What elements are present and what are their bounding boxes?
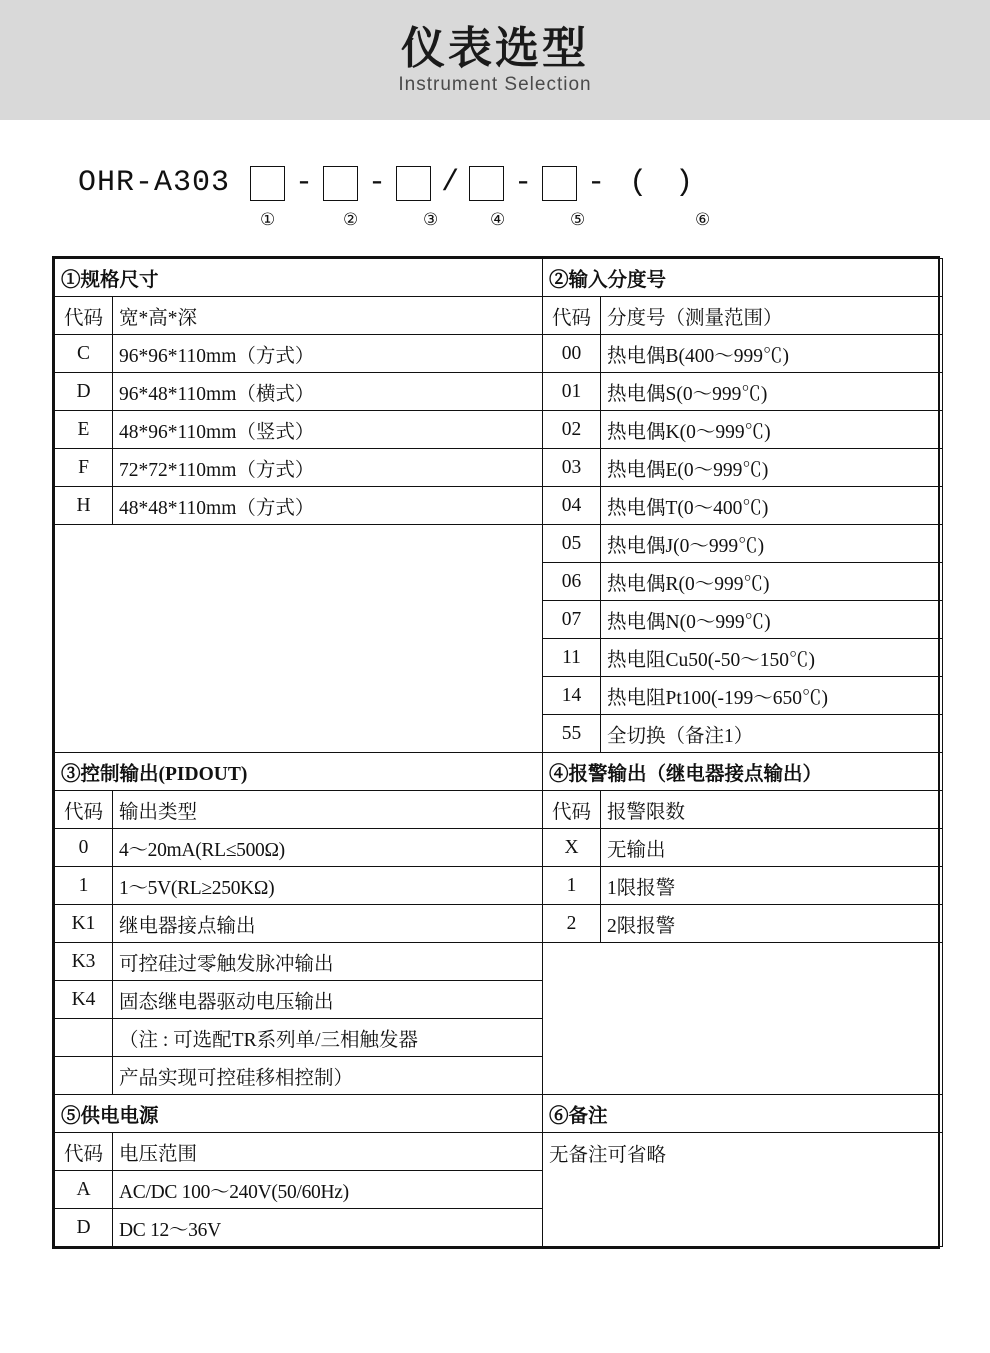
section-3-row-desc: 4～20mA(RL≤500Ω)	[113, 829, 543, 867]
section-2-row-desc: 热电偶B(400～999℃)	[601, 335, 943, 373]
section-3-row-code: 1	[55, 867, 113, 905]
section-2-col-code: 代码	[543, 297, 601, 335]
section-3-row-desc: 1～5V(RL≥250KΩ)	[113, 867, 543, 905]
section-3-row-desc: （注 : 可选配TR系列单/三相触发器	[113, 1019, 543, 1057]
section-1-row-desc: 48*48*110mm（方式）	[113, 487, 543, 525]
section-3-col-desc: 输出类型	[113, 791, 543, 829]
section-4-filler	[543, 943, 943, 1095]
section-1-row-desc: 72*72*110mm（方式）	[113, 449, 543, 487]
section-1-row-code: H	[55, 487, 113, 525]
section-2-row-code: 00	[543, 335, 601, 373]
section-5-row-desc: DC 12～36V	[113, 1209, 543, 1247]
section-2-row-code: 02	[543, 411, 601, 449]
section-2-row-desc: 热电偶N(0～999℃)	[601, 601, 943, 639]
section-2-row-desc: 热电偶T(0～400℃)	[601, 487, 943, 525]
table-row	[55, 297, 943, 335]
table-row	[55, 1095, 943, 1133]
code-box-2[interactable]	[323, 166, 358, 201]
table-row	[55, 487, 943, 525]
section-5-row-code: D	[55, 1209, 113, 1247]
section-1-heading: ①规格尺寸	[55, 259, 543, 297]
section-3-row-code: K1	[55, 905, 113, 943]
page-banner	[0, 0, 990, 120]
section-5-row-desc: AC/DC 100～240V(50/60Hz)	[113, 1171, 543, 1209]
section-5-col-desc: 电压范围	[113, 1133, 543, 1171]
separator-4: -	[587, 166, 606, 200]
section-4-row-code: X	[543, 829, 601, 867]
section-1-filler	[55, 525, 543, 753]
section-3-col-code: 代码	[55, 791, 113, 829]
section-3-row-desc: 产品实现可控硅移相控制）	[113, 1057, 543, 1095]
section-2-row-code: 06	[543, 563, 601, 601]
section-4-row-desc: 1限报警	[601, 867, 943, 905]
marker-5: ⑤	[570, 210, 586, 230]
separator-3: -	[514, 166, 533, 200]
section-4-row-desc: 无输出	[601, 829, 943, 867]
section-2-row-code: 01	[543, 373, 601, 411]
separator-2: -	[368, 166, 387, 200]
section-5-row-code: A	[55, 1171, 113, 1209]
section-2-row-desc: 热电偶J(0～999℃)	[601, 525, 943, 563]
section-2-row-code: 03	[543, 449, 601, 487]
table-row	[55, 411, 943, 449]
separator-1: -	[295, 166, 314, 200]
section-3-row-desc: 继电器接点输出	[113, 905, 543, 943]
section-1-row-code: F	[55, 449, 113, 487]
separator-slash: /	[441, 166, 460, 200]
section-2-heading: ②输入分度号	[543, 259, 943, 297]
table-row	[55, 525, 943, 563]
section-2-row-desc: 热电阻Cu50(-50～150℃)	[601, 639, 943, 677]
code-box-3[interactable]	[396, 166, 431, 201]
marker-6: ⑥	[695, 210, 711, 230]
section-4-col-desc: 报警限数	[601, 791, 943, 829]
section-2-row-desc: 全切换（备注1）	[601, 715, 943, 753]
section-2-row-code: 05	[543, 525, 601, 563]
paren-close: )	[675, 166, 694, 200]
section-6-heading: ⑥备注	[543, 1095, 943, 1133]
marker-2: ②	[343, 210, 359, 230]
section-2-row-code: 14	[543, 677, 601, 715]
section-3-row-code: K3	[55, 943, 113, 981]
section-1-row-desc: 96*48*110mm（横式）	[113, 373, 543, 411]
model-name: OHR-A303	[78, 166, 231, 200]
section-2-row-desc: 热电偶S(0～999℃)	[601, 373, 943, 411]
section-2-row-code: 11	[543, 639, 601, 677]
section-1-row-code: C	[55, 335, 113, 373]
table-row	[55, 753, 943, 791]
section-1-row-desc: 96*96*110mm（方式）	[113, 335, 543, 373]
section-4-row-desc: 2限报警	[601, 905, 943, 943]
selection-table	[54, 258, 943, 1247]
table-row	[55, 449, 943, 487]
section-1-row-code: D	[55, 373, 113, 411]
section-2-row-desc: 热电偶E(0～999℃)	[601, 449, 943, 487]
section-3-row-code: 0	[55, 829, 113, 867]
marker-1: ①	[260, 210, 276, 230]
section-1-col-desc: 宽*高*深	[113, 297, 543, 335]
section-4-row-code: 2	[543, 905, 601, 943]
table-row	[55, 335, 943, 373]
code-box-4[interactable]	[469, 166, 504, 201]
table-row	[55, 1133, 943, 1171]
table-row	[55, 373, 943, 411]
table-row	[55, 867, 943, 905]
section-4-col-code: 代码	[543, 791, 601, 829]
table-row	[55, 905, 943, 943]
table-row	[55, 829, 943, 867]
marker-4: ④	[490, 210, 506, 230]
page-title: 仪表选型	[401, 24, 589, 73]
table-row	[55, 791, 943, 829]
section-5-heading: ⑤供电电源	[55, 1095, 543, 1133]
code-box-5[interactable]	[542, 166, 577, 201]
section-6-note: 无备注可省略	[543, 1133, 943, 1247]
model-code-row	[78, 160, 990, 206]
section-4-row-code: 1	[543, 867, 601, 905]
table-row	[55, 943, 943, 981]
section-2-col-desc: 分度号（测量范围）	[601, 297, 943, 335]
paren-open: (	[629, 166, 666, 200]
section-3-row-desc: 固态继电器驱动电压输出	[113, 981, 543, 1019]
section-3-heading: ③控制输出(PIDOUT)	[55, 753, 543, 791]
section-3-row-code	[55, 1057, 113, 1095]
section-4-heading: ④报警输出（继电器接点输出）	[543, 753, 943, 791]
section-5-col-code: 代码	[55, 1133, 113, 1171]
page-subtitle: Instrument Selection	[398, 74, 592, 96]
section-2-row-code: 55	[543, 715, 601, 753]
model-markers-row	[78, 210, 990, 238]
section-2-row-code: 07	[543, 601, 601, 639]
section-1-row-desc: 48*96*110mm（竖式）	[113, 411, 543, 449]
section-2-row-code: 04	[543, 487, 601, 525]
section-2-row-desc: 热电偶K(0～999℃)	[601, 411, 943, 449]
section-1-col-code: 代码	[55, 297, 113, 335]
selection-table-wrap	[52, 256, 940, 1249]
section-3-row-code: K4	[55, 981, 113, 1019]
marker-3: ③	[423, 210, 439, 230]
section-1-row-code: E	[55, 411, 113, 449]
table-row	[55, 259, 943, 297]
section-2-row-desc: 热电偶R(0～999℃)	[601, 563, 943, 601]
code-box-1[interactable]	[250, 166, 285, 201]
section-3-row-desc: 可控硅过零触发脉冲输出	[113, 943, 543, 981]
model-code-area	[0, 160, 990, 250]
section-3-row-code	[55, 1019, 113, 1057]
section-2-row-desc: 热电阻Pt100(-199～650℃)	[601, 677, 943, 715]
